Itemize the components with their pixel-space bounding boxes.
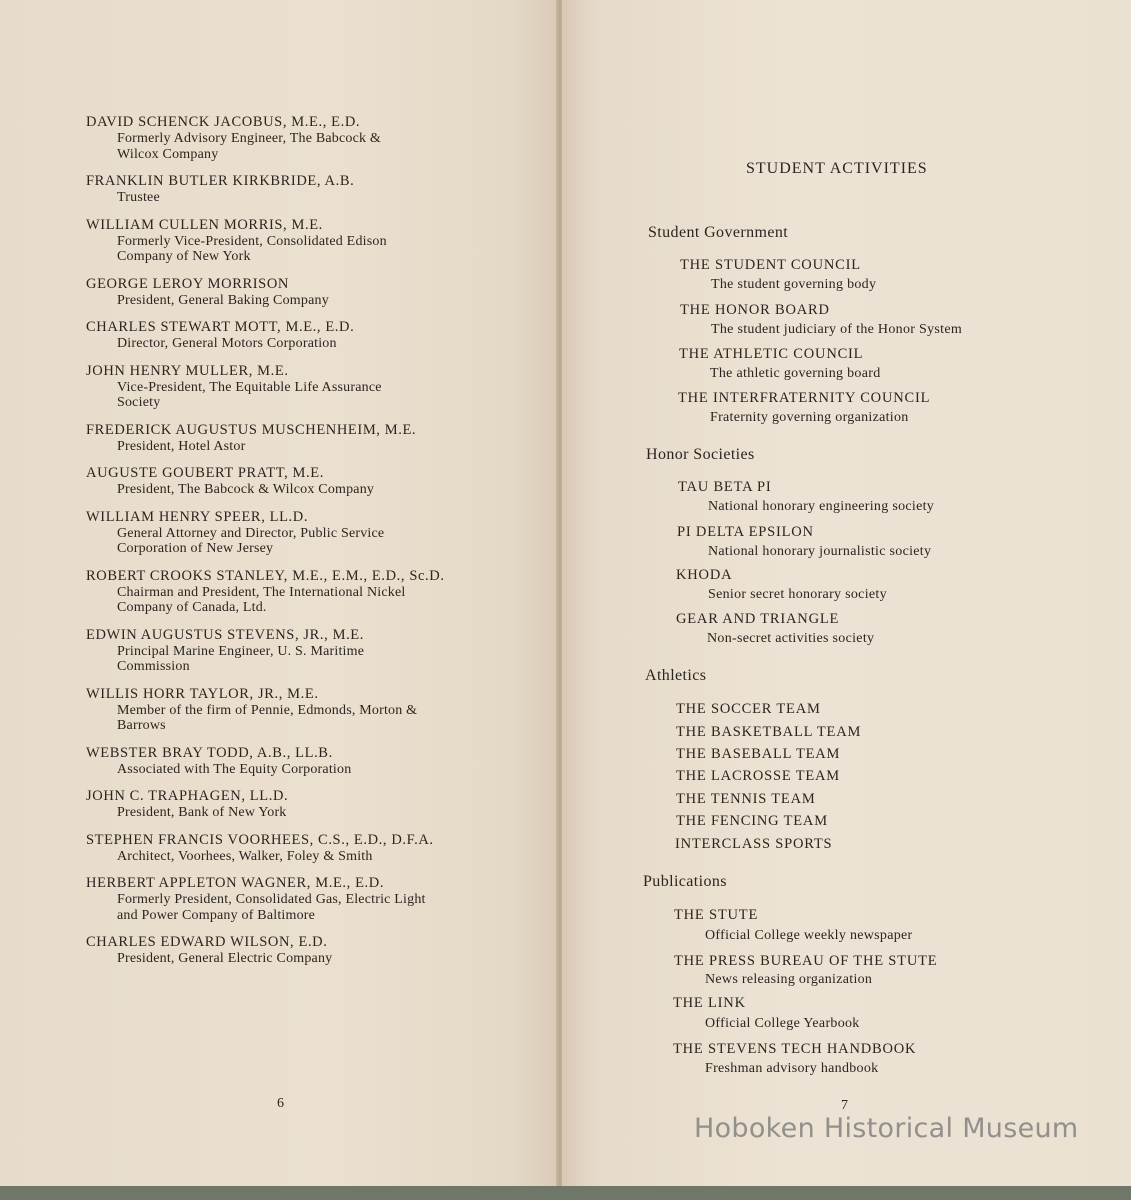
trustee-name: JOHN C. TRAPHAGEN, LL.D. xyxy=(86,788,289,804)
scan-edge xyxy=(0,1186,1131,1200)
trustee-name: EDWIN AUGUSTUS STEVENS, JR., M.E. xyxy=(86,626,364,643)
trustee-entry xyxy=(86,509,506,557)
activity-name: THE LINK xyxy=(673,995,746,1011)
trustee-title: Architect, Voorhees, Walker, Foley & Smith xyxy=(117,848,373,864)
trustee-name: CHARLES EDWARD WILSON, E.D. xyxy=(86,934,328,950)
activity-name: THE INTERFRATERNITY COUNCIL xyxy=(678,390,931,406)
trustee-title: President, Bank of New York xyxy=(117,805,287,820)
trustee-name: FRANKLIN BUTLER KIRKBRIDE, A.B. xyxy=(86,173,355,189)
activity-name: THE HONOR BOARD xyxy=(680,302,830,318)
activity-name: TAU BETA PI xyxy=(678,479,772,495)
trustee-title: Formerly Vice-President, Consolidated Edison xyxy=(117,233,387,249)
activity-name: THE BASEBALL TEAM xyxy=(676,746,841,762)
activity-description: Non-secret activities society xyxy=(707,631,875,646)
trustee-entry xyxy=(86,217,506,265)
trustee-name: DAVID SCHENCK JACOBUS, M.E., E.D. xyxy=(86,114,361,130)
trustee-title: Vice-President, The Equitable Life Assurance xyxy=(117,379,382,395)
trustee-entry xyxy=(86,832,506,865)
trustee-name: HERBERT APPLETON WAGNER, M.E., E.D. xyxy=(86,875,385,891)
trustee-entry xyxy=(86,686,506,734)
section-heading: Athletics xyxy=(645,667,707,684)
trustee-entry xyxy=(86,173,506,206)
trustee-name: FREDERICK AUGUSTUS MUSCHENHEIM, M.E. xyxy=(86,421,417,438)
page-number: 6 xyxy=(277,1096,284,1111)
trustee-name: JOHN HENRY MULLER, M.E. xyxy=(86,362,289,379)
trustee-title: President, The Babcock & Wilcox Company xyxy=(117,482,375,497)
activity-name: THE ATHLETIC COUNCIL xyxy=(679,346,864,362)
trustee-entry xyxy=(86,319,506,352)
activity-description: The student governing body xyxy=(711,277,877,292)
trustee-entry xyxy=(86,465,506,498)
museum-watermark: Hoboken Historical Museum xyxy=(694,1113,1079,1144)
activity-description: The athletic governing board xyxy=(710,366,881,381)
trustee-title: President, Hotel Astor xyxy=(117,438,246,454)
activity-name: PI DELTA EPSILON xyxy=(677,524,814,540)
trustee-title: President, General Baking Company xyxy=(117,292,329,308)
trustee-entry xyxy=(86,568,506,616)
activity-name: THE FENCING TEAM xyxy=(676,813,828,829)
activity-description: The student judiciary of the Honor System xyxy=(711,322,963,337)
activity-description: News releasing organization xyxy=(705,972,873,987)
trustee-name: WILLIS HORR TAYLOR, JR., M.E. xyxy=(86,685,319,702)
trustee-title: Formerly President, Consolidated Gas, Electric Light xyxy=(117,892,426,907)
trustee-entry xyxy=(86,788,506,821)
activity-description: National honorary engineering society xyxy=(708,499,935,514)
activity-name: THE LACROSSE TEAM xyxy=(676,768,840,784)
page-title: STUDENT ACTIVITIES xyxy=(746,160,928,177)
activity-name: THE STUTE xyxy=(674,907,759,923)
trustee-title: Wilcox Company xyxy=(117,146,219,162)
trustee-name: STEPHEN FRANCIS VOORHEES, C.S., E.D., D.F.A. xyxy=(86,831,434,848)
activity-name: INTERCLASS SPORTS xyxy=(675,836,833,852)
activity-name: THE STEVENS TECH HANDBOOK xyxy=(673,1041,917,1057)
trustee-title: Chairman and President, The International Nickel xyxy=(117,584,406,600)
trustee-title: Principal Marine Engineer, U. S. Maritime xyxy=(117,643,365,659)
page-number: 7 xyxy=(841,1098,848,1113)
trustee-title: President, General Electric Company xyxy=(117,951,333,966)
activity-description: Official College weekly newspaper xyxy=(705,928,913,943)
trustee-title: and Power Company of Baltimore xyxy=(117,907,316,923)
activity-description: Senior secret honorary society xyxy=(708,587,887,602)
trustee-name: WILLIAM CULLEN MORRIS, M.E. xyxy=(86,216,323,233)
trustee-title: Formerly Advisory Engineer, The Babcock & xyxy=(117,131,381,146)
activity-description: Freshman advisory handbook xyxy=(705,1061,879,1076)
trustee-entry xyxy=(86,276,506,309)
trustee-entry xyxy=(86,422,506,455)
trustee-list xyxy=(86,114,506,978)
activity-name: THE SOCCER TEAM xyxy=(676,701,821,717)
trustee-entry xyxy=(86,114,506,162)
trustee-name: CHARLES STEWART MOTT, M.E., E.D. xyxy=(86,319,355,335)
activity-name: GEAR AND TRIANGLE xyxy=(676,611,840,627)
trustee-name: ROBERT CROOKS STANLEY, M.E., E.M., E.D., Sc.D. xyxy=(86,567,445,584)
section-heading: Student Government xyxy=(648,224,789,241)
trustee-title: Commission xyxy=(117,659,190,674)
activity-name: THE BASKETBALL TEAM xyxy=(676,724,862,740)
trustee-title: Barrows xyxy=(117,718,166,733)
trustee-title: Trustee xyxy=(117,190,160,205)
trustee-entry xyxy=(86,934,506,967)
trustee-title: Company of Canada, Ltd. xyxy=(117,600,267,615)
activity-description: National honorary journalistic society xyxy=(708,544,932,559)
trustee-title: Company of New York xyxy=(117,249,251,264)
trustee-name: GEORGE LEROY MORRISON xyxy=(86,275,289,292)
section-heading: Publications xyxy=(643,873,727,890)
trustee-name: WEBSTER BRAY TODD, A.B., LL.B. xyxy=(86,744,333,761)
trustee-title: Associated with The Equity Corporation xyxy=(117,761,352,777)
section-heading: Honor Societies xyxy=(646,446,755,463)
trustee-entry xyxy=(86,745,506,778)
activity-description: Official College Yearbook xyxy=(705,1016,860,1031)
trustee-title: Member of the firm of Pennie, Edmonds, Morton & xyxy=(117,702,418,718)
activity-name: THE TENNIS TEAM xyxy=(676,791,816,807)
left-page xyxy=(0,0,558,1200)
trustee-title: Society xyxy=(117,395,161,410)
activity-name: KHODA xyxy=(676,567,733,583)
activity-description: Fraternity governing organization xyxy=(710,410,909,425)
activity-name: THE PRESS BUREAU OF THE STUTE xyxy=(674,953,938,969)
trustee-entry xyxy=(86,627,506,675)
trustee-name: WILLIAM HENRY SPEER, LL.D. xyxy=(86,508,309,525)
trustee-title: General Attorney and Director, Public Service xyxy=(117,525,385,541)
trustee-entry xyxy=(86,875,506,923)
trustee-name: AUGUSTE GOUBERT PRATT, M.E. xyxy=(86,465,324,481)
trustee-title: Director, General Motors Corporation xyxy=(117,336,337,351)
trustee-title: Corporation of New Jersey xyxy=(117,541,274,556)
trustee-entry xyxy=(86,363,506,411)
activity-name: THE STUDENT COUNCIL xyxy=(680,257,861,273)
